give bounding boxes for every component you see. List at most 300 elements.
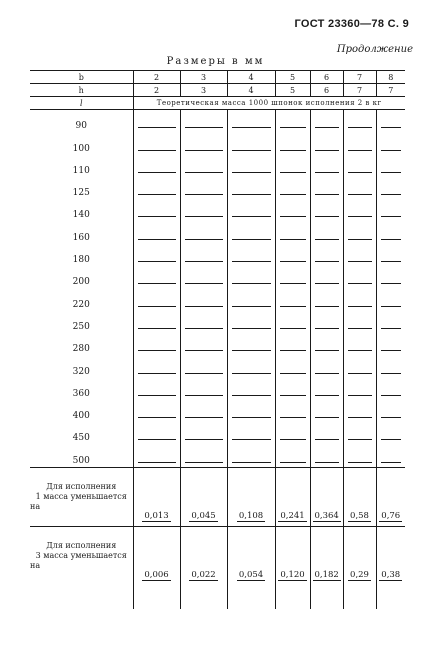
mass-cell <box>310 177 343 199</box>
mass-cell-line <box>185 194 223 195</box>
mass-cell-line <box>381 150 402 151</box>
reduction-value: 0,006 <box>144 569 169 580</box>
mass-cell <box>227 132 275 154</box>
reduction-cell <box>180 467 227 526</box>
mass-cell-line <box>138 439 176 440</box>
length-value: 125 <box>72 188 90 199</box>
mass-cell <box>310 110 343 133</box>
tail-cell <box>310 585 343 609</box>
length-row <box>30 132 405 154</box>
mass-cell-line <box>315 239 339 240</box>
h-value: 2 <box>133 84 180 97</box>
mass-cell <box>180 266 227 288</box>
mass-cell-line <box>280 216 306 217</box>
tail-cell <box>227 585 275 609</box>
length-value: 450 <box>72 433 90 444</box>
mass-cell-line <box>138 172 176 173</box>
mass-cell <box>133 110 180 133</box>
mass-cell-line <box>315 395 339 396</box>
tail-cell <box>343 585 376 609</box>
mass-cell-line <box>280 127 306 128</box>
mass-cell <box>275 221 310 243</box>
mass-cell-line <box>348 439 372 440</box>
reduction-cell <box>180 526 227 585</box>
reduction-cell <box>310 467 343 526</box>
mass-cell-line <box>185 216 223 217</box>
b-value: 2 <box>133 71 180 84</box>
mass-cell <box>376 266 405 288</box>
mass-cell-line <box>138 350 176 351</box>
length-row <box>30 110 405 133</box>
mass-cell-line <box>280 172 306 173</box>
mass-cell <box>275 177 310 199</box>
mass-cell <box>310 155 343 177</box>
mass-cell <box>133 378 180 400</box>
length-row <box>30 177 405 199</box>
mass-cell-line <box>280 462 306 463</box>
mass-cell-line <box>280 194 306 195</box>
reduction-row <box>30 526 405 585</box>
length-value: 100 <box>72 143 90 154</box>
b-row <box>30 71 405 84</box>
mass-cell-line <box>348 194 372 195</box>
mass-cell-line <box>381 350 402 351</box>
mass-cell-line <box>315 127 339 128</box>
reduction-value: 0,38 <box>381 569 401 580</box>
mass-cell <box>310 400 343 422</box>
length-value: 360 <box>72 388 90 399</box>
mass-cell <box>376 355 405 377</box>
mass-cell-line <box>315 172 339 173</box>
h-value: 7 <box>343 84 376 97</box>
reduction-value: 0,120 <box>280 569 305 580</box>
mass-cell-line <box>348 350 372 351</box>
mass-cell <box>227 422 275 444</box>
mass-cell-line <box>232 350 271 351</box>
mass-cell <box>133 155 180 177</box>
reduction-value: 0,108 <box>238 510 264 521</box>
mass-cell <box>376 378 405 400</box>
length-row <box>30 199 405 221</box>
mass-cell-line <box>348 283 372 284</box>
mass-cell <box>343 177 376 199</box>
reduction-value: 0,76 <box>381 510 401 521</box>
mass-cell-line <box>348 462 372 463</box>
mass-cell-line <box>138 261 176 262</box>
units-caption: Размеры в мм <box>166 56 265 67</box>
mass-cell <box>133 199 180 221</box>
mass-cell <box>343 444 376 467</box>
mass-cell <box>227 288 275 310</box>
mass-cell-line <box>315 373 339 374</box>
length-value: 400 <box>72 411 90 422</box>
mass-cell <box>343 288 376 310</box>
mass-cell-line <box>232 373 271 374</box>
mass-cell <box>310 288 343 310</box>
mass-cell-line <box>138 150 176 151</box>
mass-cell-line <box>348 373 372 374</box>
mass-cell-line <box>348 216 372 217</box>
mass-cell-line <box>185 172 223 173</box>
mass-cell <box>376 444 405 467</box>
mass-cell <box>376 400 405 422</box>
mass-cell-line <box>138 417 176 418</box>
tail-cell <box>30 585 133 609</box>
mass-cell <box>180 110 227 133</box>
mass-cell-line <box>232 283 271 284</box>
table-tail <box>30 585 405 609</box>
mass-cell <box>227 266 275 288</box>
mass-cell <box>133 311 180 333</box>
length-row <box>30 221 405 243</box>
length-value: 140 <box>72 210 90 221</box>
mass-cell <box>275 110 310 133</box>
mass-cell-line <box>232 462 271 463</box>
mass-cell <box>133 444 180 467</box>
mass-cell-line <box>381 462 402 463</box>
mass-cell <box>343 355 376 377</box>
reduction-row <box>30 467 405 526</box>
mass-cell <box>310 333 343 355</box>
mass-cell <box>275 132 310 154</box>
mass-cell-line <box>232 306 271 307</box>
mass-cell-line <box>232 127 271 128</box>
mass-cell <box>180 378 227 400</box>
mass-cell <box>180 132 227 154</box>
mass-cell <box>343 132 376 154</box>
mass-cell-line <box>348 150 372 151</box>
mass-cell <box>310 355 343 377</box>
mass-cell <box>180 311 227 333</box>
mass-cell-line <box>185 283 223 284</box>
mass-cell <box>133 177 180 199</box>
mass-cell-line <box>381 194 402 195</box>
mass-cell <box>310 221 343 243</box>
mass-cell-line <box>138 462 176 463</box>
mass-cell <box>275 311 310 333</box>
dimensions-table <box>30 70 405 609</box>
length-row <box>30 288 405 310</box>
mass-cell <box>180 155 227 177</box>
mass-cell-line <box>185 350 223 351</box>
h-value: 5 <box>275 84 310 97</box>
mass-cell <box>133 221 180 243</box>
mass-cell-line <box>232 261 271 262</box>
reduction-cell <box>227 526 275 585</box>
mass-cell-line <box>185 373 223 374</box>
mass-cell-line <box>381 239 402 240</box>
mass-cell-line <box>315 194 339 195</box>
mass-cell-line <box>232 239 271 240</box>
mass-cell <box>376 177 405 199</box>
mass-cell <box>227 221 275 243</box>
mass-cell-line <box>280 350 306 351</box>
reduction-cell <box>343 467 376 526</box>
mass-cell <box>227 177 275 199</box>
mass-cell <box>343 110 376 133</box>
mass-cell-line <box>348 328 372 329</box>
mass-cell-line <box>185 328 223 329</box>
reduction-label-line: 1 масса уменьшается <box>35 491 127 501</box>
mass-cell <box>133 244 180 266</box>
reduction-label-line: Для исполнения <box>46 481 117 491</box>
length-row <box>30 155 405 177</box>
mass-cell-line <box>280 417 306 418</box>
reduction-value: 0,29 <box>350 569 369 580</box>
mass-cell-line <box>280 373 306 374</box>
mass-cell <box>180 333 227 355</box>
reduction-value: 0,241 <box>280 510 305 521</box>
mass-cell <box>275 378 310 400</box>
mass-cell-line <box>138 306 176 307</box>
mass-cell <box>376 132 405 154</box>
length-value: 250 <box>72 321 90 332</box>
length-value: 500 <box>72 455 90 466</box>
mass-cell-line <box>315 328 339 329</box>
mass-cell <box>180 199 227 221</box>
l-label: l <box>30 97 133 110</box>
mass-cell <box>310 444 343 467</box>
mass-cell <box>133 355 180 377</box>
h-value: 7 <box>376 84 405 97</box>
mass-cell <box>275 333 310 355</box>
mass-cell <box>133 288 180 310</box>
mass-cell <box>180 177 227 199</box>
mass-cell-line <box>280 328 306 329</box>
mass-cell-line <box>348 417 372 418</box>
mass-cell-line <box>381 216 402 217</box>
mass-cell <box>275 288 310 310</box>
length-row <box>30 266 405 288</box>
mass-cell <box>275 355 310 377</box>
mass-cell-line <box>348 239 372 240</box>
reduction-value: 0,054 <box>238 569 264 580</box>
reduction-cell <box>275 467 310 526</box>
h-value: 4 <box>227 84 275 97</box>
length-row <box>30 244 405 266</box>
mass-cell <box>227 378 275 400</box>
mass-cell-line <box>185 439 223 440</box>
reduction-cell <box>376 526 405 585</box>
reduction-value: 0,013 <box>144 510 169 521</box>
mass-cell-line <box>138 283 176 284</box>
mass-cell-line <box>232 216 271 217</box>
mass-caption: Теоретическая масса 1000 шпонок исполнения 2 в кг <box>133 97 405 110</box>
mass-cell <box>343 199 376 221</box>
mass-cell <box>343 378 376 400</box>
length-row <box>30 311 405 333</box>
mass-cell-line <box>232 439 271 440</box>
mass-cell <box>376 244 405 266</box>
mass-cell <box>275 199 310 221</box>
tail-cell <box>376 585 405 609</box>
b-label: b <box>30 71 133 84</box>
reduction-label-line: Для исполнения <box>46 540 117 550</box>
mass-cell-line <box>315 439 339 440</box>
mass-cell-line <box>315 283 339 284</box>
mass-cell <box>227 333 275 355</box>
reduction-cell <box>343 526 376 585</box>
mass-cell-line <box>232 395 271 396</box>
mass-cell <box>180 400 227 422</box>
mass-cell <box>376 110 405 133</box>
mass-cell <box>376 333 405 355</box>
mass-cell-line <box>280 239 306 240</box>
mass-cell-line <box>315 261 339 262</box>
mass-cell-line <box>348 172 372 173</box>
mass-cell <box>343 311 376 333</box>
mass-cell <box>310 422 343 444</box>
mass-cell-line <box>185 239 223 240</box>
mass-cell <box>275 422 310 444</box>
mass-cell <box>133 422 180 444</box>
mass-cell <box>376 221 405 243</box>
mass-cell <box>227 444 275 467</box>
mass-cell <box>343 422 376 444</box>
mass-cell-line <box>280 261 306 262</box>
l-row <box>30 97 405 110</box>
reduction-cell <box>133 467 180 526</box>
b-value: 8 <box>376 71 405 84</box>
length-row <box>30 333 405 355</box>
reduction-label-line: на <box>30 501 41 511</box>
length-value: 90 <box>75 121 87 132</box>
length-value: 280 <box>72 344 90 355</box>
reduction-cell <box>227 467 275 526</box>
mass-cell-line <box>381 417 402 418</box>
tail-cell <box>133 585 180 609</box>
mass-cell-line <box>185 462 223 463</box>
reduction-value: 0,364 <box>314 510 339 521</box>
b-value: 3 <box>180 71 227 84</box>
mass-cell-line <box>185 261 223 262</box>
mass-cell <box>376 199 405 221</box>
reduction-value: 0,045 <box>191 510 216 521</box>
mass-cell <box>343 221 376 243</box>
mass-cell-line <box>315 350 339 351</box>
h-label: h <box>30 84 133 97</box>
mass-cell-line <box>280 150 306 151</box>
length-value: 180 <box>72 255 90 266</box>
mass-cell <box>343 266 376 288</box>
length-value: 160 <box>72 232 90 243</box>
mass-cell <box>180 244 227 266</box>
tail-cell <box>275 585 310 609</box>
mass-cell-line <box>138 395 176 396</box>
mass-cell <box>376 155 405 177</box>
mass-cell <box>227 311 275 333</box>
reduction-value: 0,58 <box>350 510 369 521</box>
reduction-label-line: на <box>30 560 41 570</box>
length-row <box>30 400 405 422</box>
mass-cell <box>343 244 376 266</box>
mass-cell-line <box>381 283 402 284</box>
mass-cell <box>310 311 343 333</box>
h-value: 3 <box>180 84 227 97</box>
mass-cell-line <box>232 194 271 195</box>
mass-cell <box>133 132 180 154</box>
mass-cell <box>227 155 275 177</box>
mass-cell <box>227 355 275 377</box>
mass-cell <box>180 288 227 310</box>
b-value: 6 <box>310 71 343 84</box>
mass-cell-line <box>315 216 339 217</box>
mass-cell <box>310 378 343 400</box>
reduction-cell <box>310 526 343 585</box>
mass-cell-line <box>138 239 176 240</box>
length-value: 110 <box>72 165 90 176</box>
tail-cell <box>180 585 227 609</box>
mass-cell-line <box>381 373 402 374</box>
b-value: 7 <box>343 71 376 84</box>
mass-cell-line <box>185 150 223 151</box>
reduction-cell <box>133 526 180 585</box>
mass-cell-line <box>280 306 306 307</box>
mass-cell <box>227 199 275 221</box>
mass-cell-line <box>315 417 339 418</box>
mass-cell-line <box>348 306 372 307</box>
mass-cell <box>310 132 343 154</box>
mass-cell-line <box>185 417 223 418</box>
h-value: 6 <box>310 84 343 97</box>
mass-cell <box>310 244 343 266</box>
length-row <box>30 422 405 444</box>
reduction-label-line: 3 масса уменьшается <box>35 550 127 560</box>
mass-cell-line <box>348 261 372 262</box>
b-value: 4 <box>227 71 275 84</box>
mass-cell-line <box>138 127 176 128</box>
mass-cell-line <box>280 439 306 440</box>
mass-cell <box>343 333 376 355</box>
length-row <box>30 378 405 400</box>
mass-cell <box>227 110 275 133</box>
mass-cell-line <box>315 150 339 151</box>
mass-cell-line <box>381 127 402 128</box>
mass-cell-line <box>138 373 176 374</box>
mass-cell <box>275 400 310 422</box>
mass-cell-line <box>232 417 271 418</box>
mass-cell-line <box>138 328 176 329</box>
mass-cell-line <box>381 395 402 396</box>
mass-cell <box>227 244 275 266</box>
mass-cell-line <box>315 462 339 463</box>
mass-cell <box>343 400 376 422</box>
mass-cell <box>343 155 376 177</box>
mass-cell-line <box>381 328 402 329</box>
mass-cell-line <box>280 395 306 396</box>
mass-cell <box>133 333 180 355</box>
length-row <box>30 355 405 377</box>
mass-cell-line <box>232 328 271 329</box>
length-row <box>30 444 405 467</box>
continuation-label: Продолжение <box>336 44 413 55</box>
length-value: 320 <box>72 366 90 377</box>
mass-cell-line <box>280 283 306 284</box>
b-value: 5 <box>275 71 310 84</box>
length-value: 220 <box>72 299 90 310</box>
mass-cell <box>310 266 343 288</box>
mass-cell-line <box>185 395 223 396</box>
mass-cell-line <box>138 194 176 195</box>
mass-cell-line <box>348 395 372 396</box>
mass-cell-line <box>381 439 402 440</box>
h-row <box>30 84 405 97</box>
mass-cell-line <box>232 172 271 173</box>
mass-cell-line <box>138 216 176 217</box>
mass-cell <box>133 266 180 288</box>
page-header: ГОСТ 23360—78 С. 9 <box>294 18 409 30</box>
mass-cell <box>275 155 310 177</box>
